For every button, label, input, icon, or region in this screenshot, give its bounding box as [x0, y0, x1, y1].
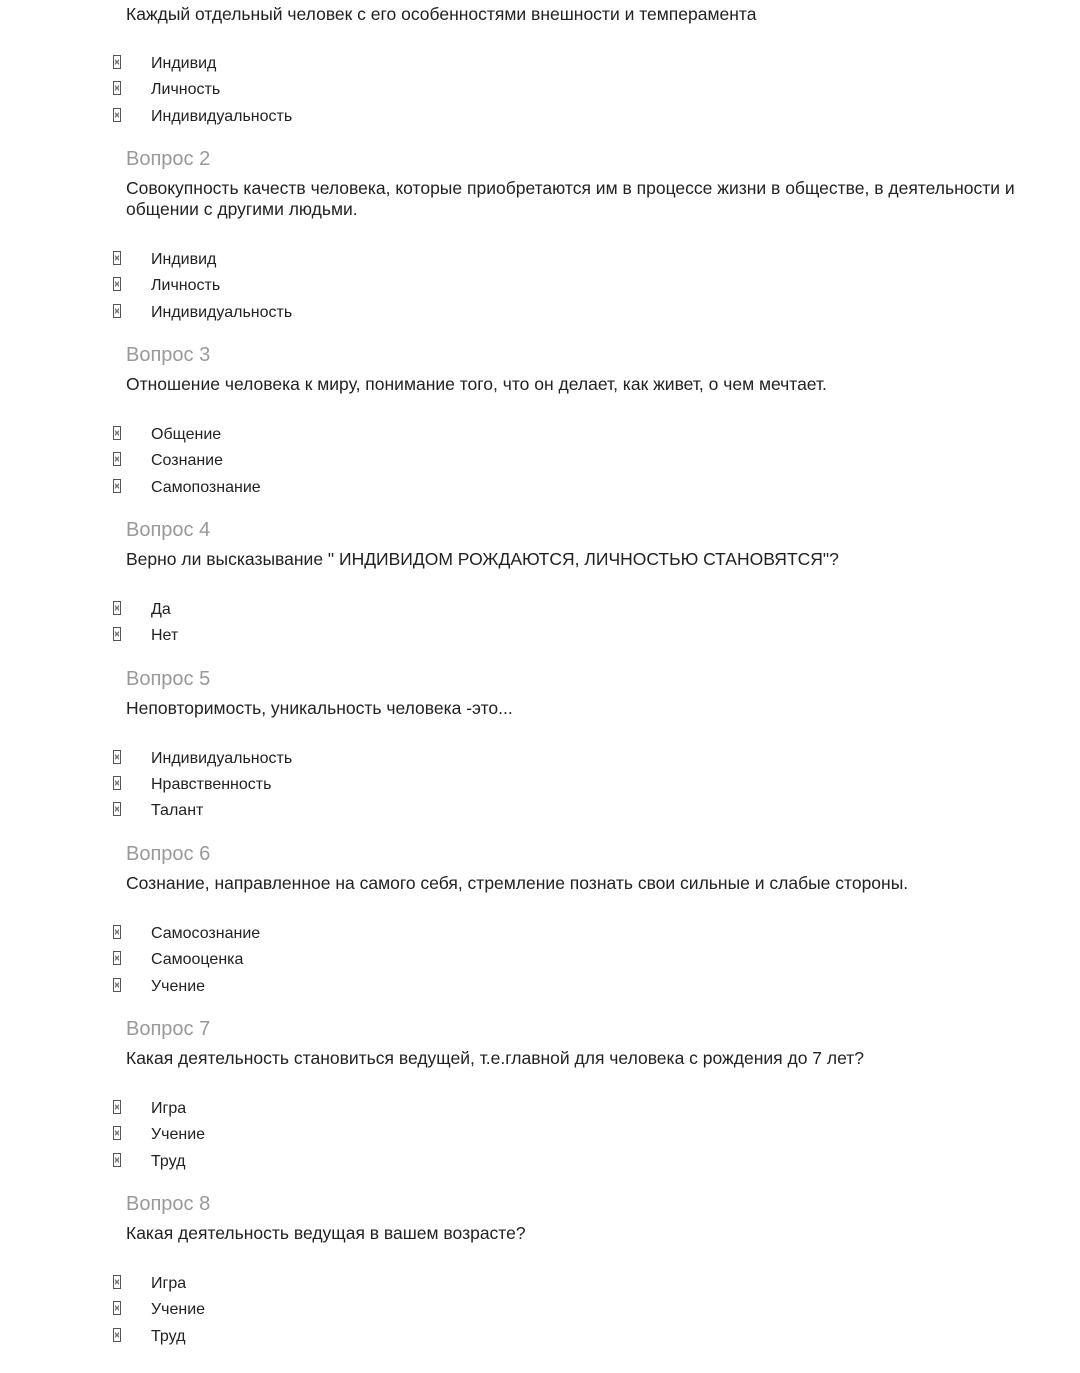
option-label: Самосознание — [151, 925, 261, 942]
question-6-text: Сознание, направленное на самого себя, стремление познать свои сильные и слабые стороны. — [126, 873, 909, 893]
option-label: Игра — [151, 1100, 187, 1117]
checkbox-icon[interactable] — [113, 81, 121, 95]
option-label: Труд — [151, 1328, 186, 1345]
option-label: Труд — [151, 1153, 186, 1170]
checkbox-icon[interactable] — [113, 304, 121, 318]
checkbox-icon[interactable] — [113, 1301, 121, 1315]
question-4-title: Вопрос 4 — [126, 519, 211, 541]
question-6-option-3[interactable] — [113, 976, 513, 998]
checkbox-icon[interactable] — [113, 750, 121, 764]
checkbox-icon[interactable] — [113, 277, 121, 291]
question-1-option-1[interactable] — [113, 53, 513, 75]
option-label: Талант — [151, 802, 204, 819]
question-3-option-2[interactable] — [113, 450, 513, 472]
option-label: Индивидуальность — [151, 750, 293, 767]
checkbox-icon[interactable] — [113, 251, 121, 265]
question-8-title: Вопрос 8 — [126, 1193, 211, 1215]
question-1-text: Каждый отдельный человек с его особенностями внешности и темперамента — [126, 4, 757, 24]
checkbox-icon[interactable] — [113, 978, 121, 992]
option-label: Личность — [151, 277, 221, 294]
question-3-option-3[interactable] — [113, 477, 513, 499]
question-3-option-1[interactable] — [113, 424, 513, 446]
checkbox-icon[interactable] — [113, 108, 121, 122]
checkbox-icon[interactable] — [113, 1275, 121, 1289]
checkbox-icon[interactable] — [113, 452, 121, 466]
option-label: Индивидуальность — [151, 304, 293, 321]
question-1-option-2[interactable] — [113, 79, 513, 101]
question-3-title: Вопрос 3 — [126, 344, 211, 366]
question-2-title: Вопрос 2 — [126, 148, 211, 170]
question-4-option-2[interactable] — [113, 625, 513, 647]
option-label: Индивид — [151, 55, 217, 72]
question-7-option-3[interactable] — [113, 1151, 513, 1173]
question-8-option-1[interactable] — [113, 1273, 513, 1295]
question-8-option-2[interactable] — [113, 1299, 513, 1321]
option-label: Учение — [151, 1126, 206, 1143]
question-7-option-1[interactable] — [113, 1098, 513, 1120]
option-label: Самооценка — [151, 951, 244, 968]
question-4-text: Верно ли высказывание " ИНДИВИДОМ РОЖДАЮТСЯ, ЛИЧНОСТЬЮ СТАНОВЯТСЯ"? — [126, 549, 839, 569]
checkbox-icon[interactable] — [113, 627, 121, 641]
question-6-option-2[interactable] — [113, 949, 513, 971]
option-label: Индивид — [151, 251, 217, 268]
question-7-text: Какая деятельность становиться ведущей, т.е.главной для человека с рождения до 7 лет? — [126, 1048, 864, 1068]
question-2-text: Совокупность качеств человека, которые приобретаются им в процессе жизни в обществе, в деятельности и общении с другими людьми. — [126, 178, 1015, 219]
question-2-option-2[interactable] — [113, 275, 513, 297]
option-label: Нет — [151, 627, 179, 644]
question-2-option-3[interactable] — [113, 302, 513, 324]
checkbox-icon[interactable] — [113, 951, 121, 965]
question-5-text: Неповторимость, уникальность человека -это... — [126, 698, 513, 718]
option-label: Сознание — [151, 452, 224, 469]
checkbox-icon[interactable] — [113, 1328, 121, 1342]
checkbox-icon[interactable] — [113, 479, 121, 493]
checkbox-icon[interactable] — [113, 426, 121, 440]
checkbox-icon[interactable] — [113, 1153, 121, 1167]
checkbox-icon[interactable] — [113, 1126, 121, 1140]
question-2-option-1[interactable] — [113, 249, 513, 271]
question-3-text: Отношение человека к миру, понимание того, что он делает, как живет, о чем мечтает. — [126, 374, 827, 394]
question-5-option-3[interactable] — [113, 800, 513, 822]
option-label: Общение — [151, 426, 222, 443]
option-label: Учение — [151, 978, 206, 995]
question-8-text: Какая деятельность ведущая в вашем возрасте? — [126, 1223, 526, 1243]
question-6-title: Вопрос 6 — [126, 843, 211, 865]
checkbox-icon[interactable] — [113, 925, 121, 939]
option-label: Самопознание — [151, 479, 261, 496]
checkbox-icon[interactable] — [113, 55, 121, 69]
question-8-option-3[interactable] — [113, 1326, 513, 1348]
checkbox-icon[interactable] — [113, 601, 121, 615]
option-label: Индивидуальность — [151, 108, 293, 125]
option-label: Учение — [151, 1301, 206, 1318]
checkbox-icon[interactable] — [113, 1100, 121, 1114]
option-label: Игра — [151, 1275, 187, 1292]
checkbox-icon[interactable] — [113, 802, 121, 816]
question-6-option-1[interactable] — [113, 923, 513, 945]
checkbox-icon[interactable] — [113, 776, 121, 790]
question-5-option-1[interactable] — [113, 748, 513, 770]
option-label: Личность — [151, 81, 221, 98]
option-label: Нравственность — [151, 776, 272, 793]
question-1-option-3[interactable] — [113, 106, 513, 128]
question-5-title: Вопрос 5 — [126, 668, 211, 690]
question-7-title: Вопрос 7 — [126, 1018, 211, 1040]
question-4-option-1[interactable] — [113, 599, 513, 621]
option-label: Да — [151, 601, 171, 618]
question-5-option-2[interactable] — [113, 774, 513, 796]
question-7-option-2[interactable] — [113, 1124, 513, 1146]
